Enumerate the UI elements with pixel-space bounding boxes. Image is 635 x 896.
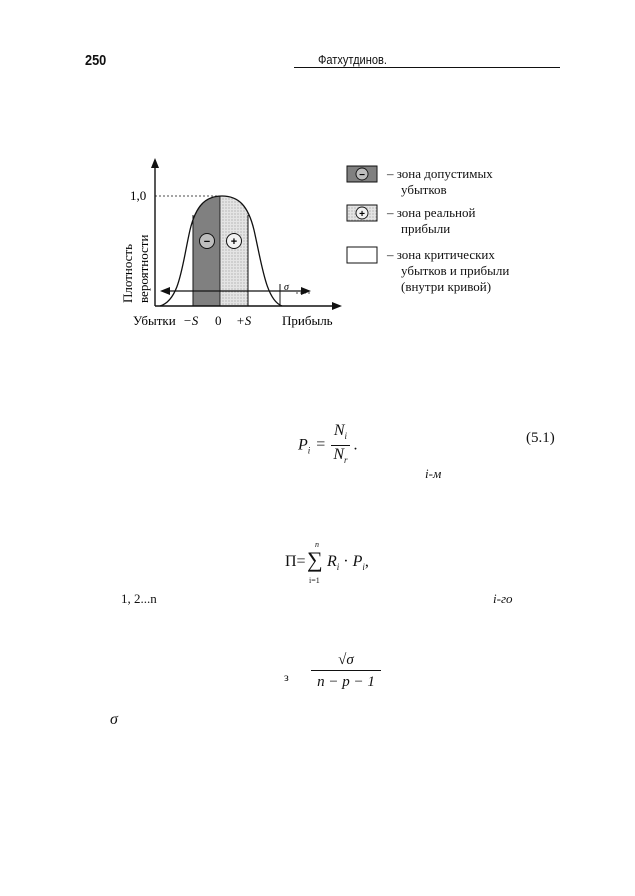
minus-sign: − bbox=[203, 236, 211, 248]
formula3-left: з bbox=[284, 670, 289, 684]
x-label-profit: Прибыль bbox=[282, 313, 333, 328]
formula1-numerator bbox=[331, 422, 349, 446]
formula1-fraction bbox=[331, 422, 349, 469]
formula2-p-sub: i bbox=[362, 562, 365, 573]
sum-icon: ∑ bbox=[307, 547, 323, 572]
formula1-num-sub: i bbox=[344, 431, 348, 442]
legend-line: – зона допустимых bbox=[387, 166, 493, 181]
x-label-losses: Убытки bbox=[133, 313, 176, 328]
legend-line: (внутри кривой) bbox=[401, 279, 492, 294]
equation-number: (5.1) bbox=[526, 430, 555, 446]
legend-line: убытков и прибыли bbox=[401, 263, 510, 278]
y-axis-arrow bbox=[151, 158, 159, 168]
formula2-r: R bbox=[327, 553, 337, 570]
formula1-num: N bbox=[333, 422, 345, 439]
fragment-im: i-м bbox=[425, 466, 442, 481]
formula2-body bbox=[327, 553, 369, 572]
range-arrow-right bbox=[301, 287, 311, 295]
x-label-minus-s: −S bbox=[183, 313, 199, 328]
formula-probability bbox=[298, 422, 358, 469]
page-number: 250 bbox=[85, 52, 107, 69]
formula1-tail: . bbox=[353, 436, 358, 454]
formula2-dot: · bbox=[343, 553, 349, 570]
formula2-tail: , bbox=[364, 553, 369, 570]
formula1-denominator bbox=[331, 446, 349, 469]
legend-minus-sign: − bbox=[359, 170, 365, 181]
legend-swatch-empty bbox=[347, 247, 377, 263]
formula1-eq: = bbox=[316, 436, 326, 454]
y-axis-label-line1: Плотность bbox=[120, 243, 135, 303]
y-axis-label-line2: вероятности bbox=[136, 234, 151, 303]
fragment-range: 1, 2...n bbox=[121, 591, 157, 606]
plus-sign: + bbox=[230, 236, 238, 248]
formula3-numerator: √σ bbox=[311, 650, 381, 671]
range-arrow-left bbox=[160, 287, 170, 295]
legend-line: убытков bbox=[401, 182, 447, 197]
legend-item-real-profit bbox=[387, 205, 475, 237]
running-head: Фатхутдинов. bbox=[318, 52, 387, 67]
sigma-label: σ bbox=[284, 282, 289, 293]
legend-line: прибыли bbox=[401, 221, 451, 236]
formula2-sum-bottom: i=1 bbox=[309, 576, 320, 585]
legend-item-allowed-losses bbox=[387, 166, 493, 198]
legend-item-critical bbox=[387, 247, 509, 295]
legend-line: – зона реальной bbox=[387, 205, 476, 220]
formula1-den-sub: r bbox=[344, 455, 348, 466]
x-label-plus-s: +S bbox=[236, 313, 252, 328]
x-label-zero: 0 bbox=[215, 313, 222, 328]
formula2-lhs: П= bbox=[285, 553, 306, 570]
formula3-denominator: n − p − 1 bbox=[317, 674, 375, 690]
legend-line: – зона критических bbox=[387, 247, 495, 262]
legend-plus-sign: + bbox=[359, 209, 365, 220]
formula2-sum-top: n bbox=[315, 540, 319, 549]
fragment-sigma: σ bbox=[110, 711, 118, 728]
formula1-den: N bbox=[333, 446, 344, 464]
y-tick-label: 1,0 bbox=[130, 188, 147, 203]
formula2-r-sub: i bbox=[336, 562, 340, 573]
formula2-p: P bbox=[352, 553, 363, 570]
formula1-lhs-sub: i bbox=[307, 445, 311, 456]
formula1-lhs: P bbox=[298, 436, 308, 454]
x-axis-arrow bbox=[332, 302, 342, 310]
fragment-igo: i-го bbox=[493, 591, 513, 606]
